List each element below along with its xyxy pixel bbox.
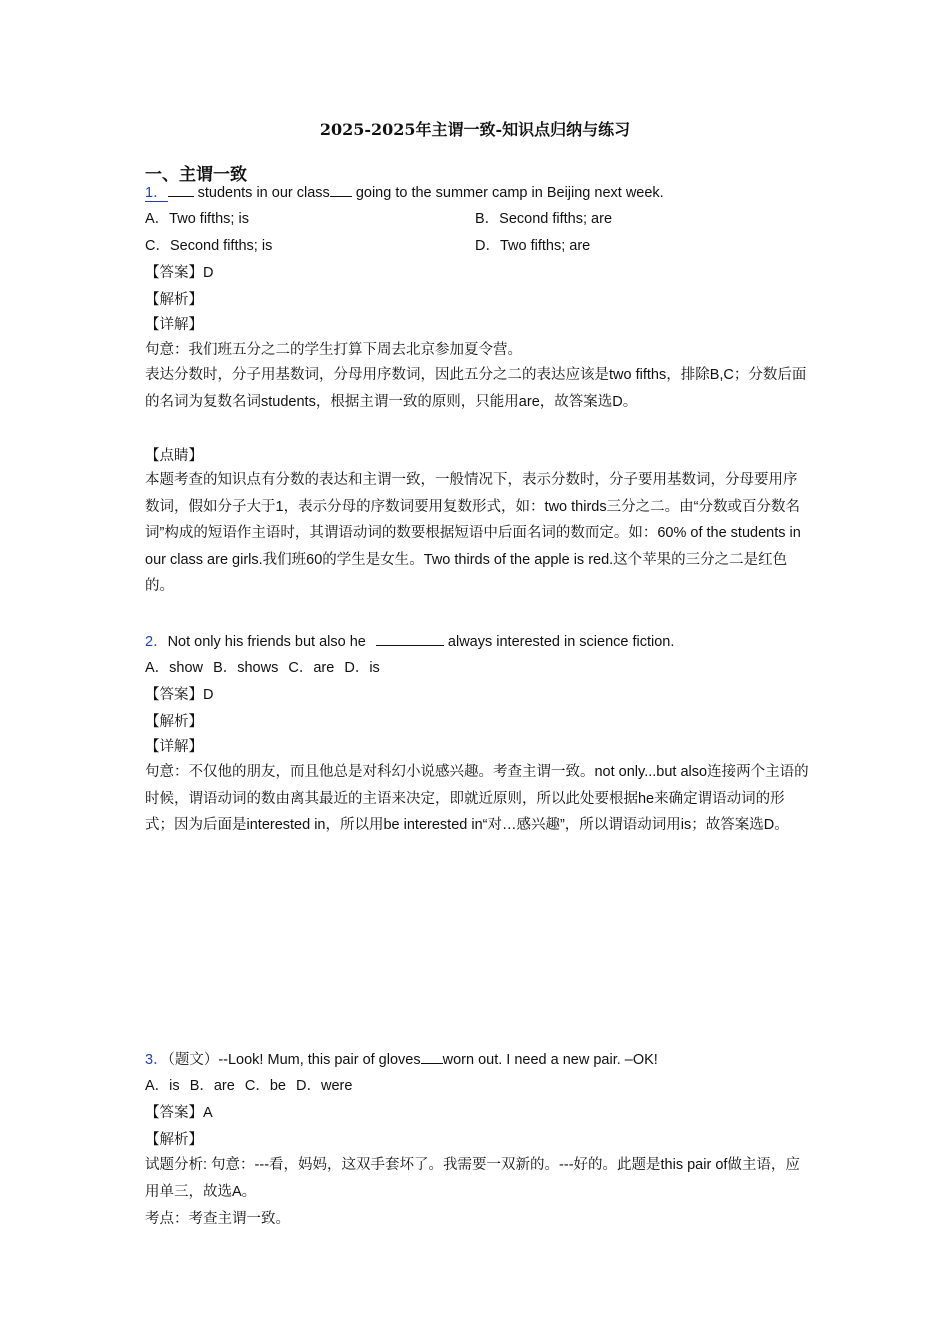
question-2-option-b: B．shows (213, 660, 279, 676)
question-3-analysis-label: 【解析】 (145, 1132, 203, 1148)
question-1-option-a: A．Two fifths; is (145, 211, 249, 227)
answer-blank (168, 182, 194, 197)
question-1-stem-part-b: going to the summer camp in Beijing next week. (355, 185, 664, 201)
question-1-stem-part-a: students in our class (197, 185, 330, 201)
question-3-answer: 【答案】A (145, 1105, 213, 1121)
question-2-number[interactable]: 2． (145, 634, 168, 650)
section-heading: 一、主谓一致 (145, 165, 247, 185)
question-3-explanation: 试题分析: 句意：---看，妈妈，这双手套坏了。我需要一双新的。---好的。此题是this pair of做主语，应用单三，故选A。 (145, 1157, 800, 1200)
question-1-stem (145, 182, 664, 203)
question-3-number[interactable]: 3． (145, 1052, 168, 1068)
question-1-option-d: D．Two fifths; are (475, 238, 591, 254)
question-3-option-c: C．be (244, 1078, 286, 1094)
question-2-detail-label: 【详解】 (145, 739, 203, 755)
question-3-point: 考点：考查主谓一致。 (145, 1211, 290, 1227)
document-title: 2025-2025年主谓一致-知识点归纳与练习 (319, 120, 631, 139)
question-1-tip: 本题考查的知识点有分数的表达和主谓一致，一般情况下，表示分数时，分子要用基数词，分母要用序数词，假如分子大于1，表示分母的序数词要用复数形式，如：two thirds三分之二。由“分数或百分数名词”构成的短语作主语时，其谓语动词的数要根据短语中后面名词的数而定。如：60% of the students in our class are girls.我们班60的学生是女生。Two thirds of the apple is red.这个苹果的三分之二是红色的。 (145, 472, 801, 594)
question-1-option-c: C．Second fifths; is (145, 238, 273, 254)
question-2-options (145, 658, 380, 678)
question-2-option-a: A．show (145, 660, 204, 676)
question-2-analysis-label: 【解析】 (145, 714, 203, 730)
answer-blank (376, 631, 444, 646)
question-3-stem-part-b: worn out. I need a new pair. –OK! (442, 1052, 658, 1068)
question-1-meaning: 句意：我们班五分之二的学生打算下周去北京参加夏令营。 (145, 342, 522, 358)
question-2-stem-part-a: Not only his friends but also he (167, 634, 366, 650)
question-1-answer: 【答案】D (145, 265, 214, 281)
question-2-stem (145, 631, 674, 652)
question-3-option-d: D．were (296, 1078, 353, 1094)
answer-blank (421, 1049, 443, 1064)
question-2-option-c: C．are (288, 660, 335, 676)
question-1-analysis-label: 【解析】 (145, 292, 203, 308)
question-3-stem (145, 1049, 658, 1070)
question-1-option-b: B．Second fifths; are (475, 211, 613, 227)
question-1-detail-label: 【详解】 (145, 317, 203, 333)
question-1-explanation: 表达分数时，分子用基数词，分母用序数词，因此五分之二的表达应该是two fifths，排除B,C；分数后面的名词为复数名词students，根据主谓一致的原则，只能用are，故答案选D。 (145, 367, 807, 410)
answer-blank (330, 182, 352, 197)
question-2-answer: 【答案】D (145, 687, 214, 703)
question-1-number[interactable]: 1． (145, 185, 168, 201)
question-3-options (145, 1076, 352, 1096)
question-2-explanation: 句意：不仅他的朋友，而且他总是对科幻小说感兴趣。考查主谓一致。not only...but also连接两个主语的时候，谓语动词的数由离其最近的主语来决定，即就近原则，所以此处要根据he来确定谓语动词的形式；因为后面是interested in，所以用be interested in“对…感兴趣”，所以谓语动词用is；故答案选D。 (145, 764, 809, 833)
question-2-option-d: D．is (344, 660, 380, 676)
question-2-stem-part-b: always interested in science fiction. (447, 634, 675, 650)
question-3-option-a: A．is (145, 1078, 180, 1094)
question-3-option-b: B．are (189, 1078, 235, 1094)
question-3-stem-part-a: （题文）--Look! Mum, this pair of gloves (167, 1052, 421, 1068)
question-1-tip-label: 【点睛】 (145, 448, 203, 464)
